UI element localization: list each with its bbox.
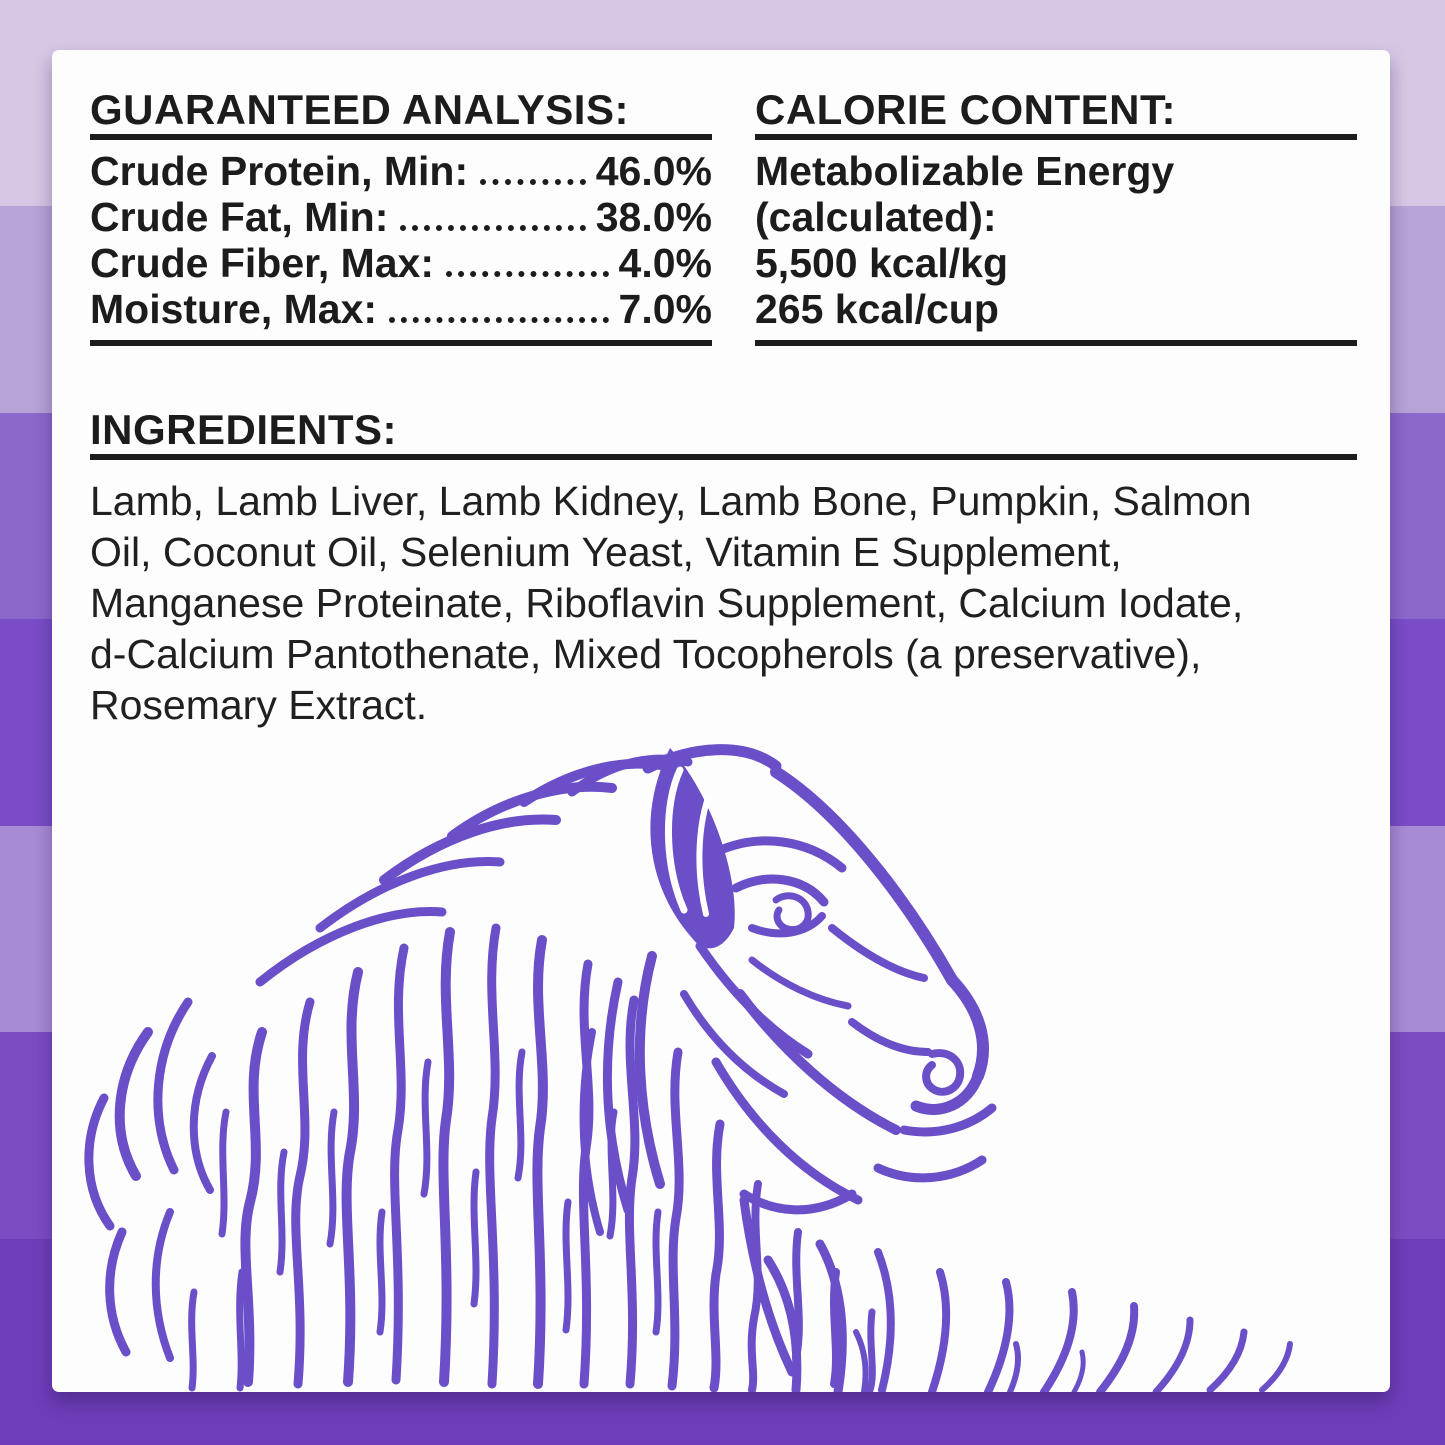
analysis-row [90, 148, 712, 194]
lamb-line-art-svg [52, 732, 1330, 1392]
analysis-value: 4.0% [618, 240, 712, 286]
calorie-line: 5,500 kcal/kg [755, 240, 1009, 286]
analysis-row [90, 240, 712, 286]
lamb-illustration [52, 732, 1330, 1392]
dot-leader [400, 225, 585, 231]
analysis-calorie-section [90, 86, 1357, 346]
dot-leader [389, 317, 609, 323]
ingredients-line: Lamb, Lamb Liver, Lamb Kidney, Lamb Bone, Pumpkin, Salmon [90, 478, 1252, 524]
ingredients-heading: INGREDIENTS: [90, 406, 398, 453]
analysis-label: Moisture, Max: [90, 286, 378, 332]
calorie-lines [755, 148, 1357, 332]
analysis-value: 46.0% [595, 148, 712, 194]
ear-shape [650, 748, 734, 948]
heading-rule [90, 134, 712, 140]
guaranteed-analysis-heading: GUARANTEED ANALYSIS: [90, 86, 629, 133]
analysis-label: Crude Fat, Min: [90, 194, 389, 240]
calorie-line: (calculated): [755, 194, 997, 240]
heading-rule [755, 134, 1357, 140]
ingredients-section [90, 406, 1357, 731]
calorie-line: Metabolizable Energy [755, 148, 1175, 194]
calorie-content-heading: CALORIE CONTENT: [755, 86, 1176, 133]
ingredients-line: Oil, Coconut Oil, Selenium Yeast, Vitamin E Supplement, [90, 529, 1122, 575]
analysis-label: Crude Fiber, Max: [90, 240, 435, 286]
section-bottom-rule [90, 340, 712, 346]
dot-leader [446, 271, 609, 277]
analysis-row [90, 286, 712, 332]
analysis-row [90, 194, 712, 240]
label-card [52, 50, 1390, 1392]
ingredients-line: Manganese Proteinate, Riboflavin Supplement, Calcium Iodate, [90, 580, 1244, 626]
calorie-line: 265 kcal/cup [755, 286, 999, 332]
label-content [52, 50, 1390, 731]
analysis-rows [90, 148, 712, 332]
ingredients-line: d-Calcium Pantothenate, Mixed Tocopherols (a preservative), [90, 631, 1202, 677]
guaranteed-analysis-section [90, 86, 712, 346]
analysis-label: Crude Protein, Min: [90, 148, 469, 194]
section-bottom-rule [755, 340, 1357, 346]
heading-rule [90, 454, 1357, 460]
ingredients-text [90, 476, 1357, 731]
calorie-content-section [755, 86, 1357, 346]
analysis-value: 38.0% [595, 194, 712, 240]
analysis-value: 7.0% [618, 286, 712, 332]
ingredients-line: Rosemary Extract. [90, 682, 428, 728]
dot-leader [480, 179, 586, 185]
